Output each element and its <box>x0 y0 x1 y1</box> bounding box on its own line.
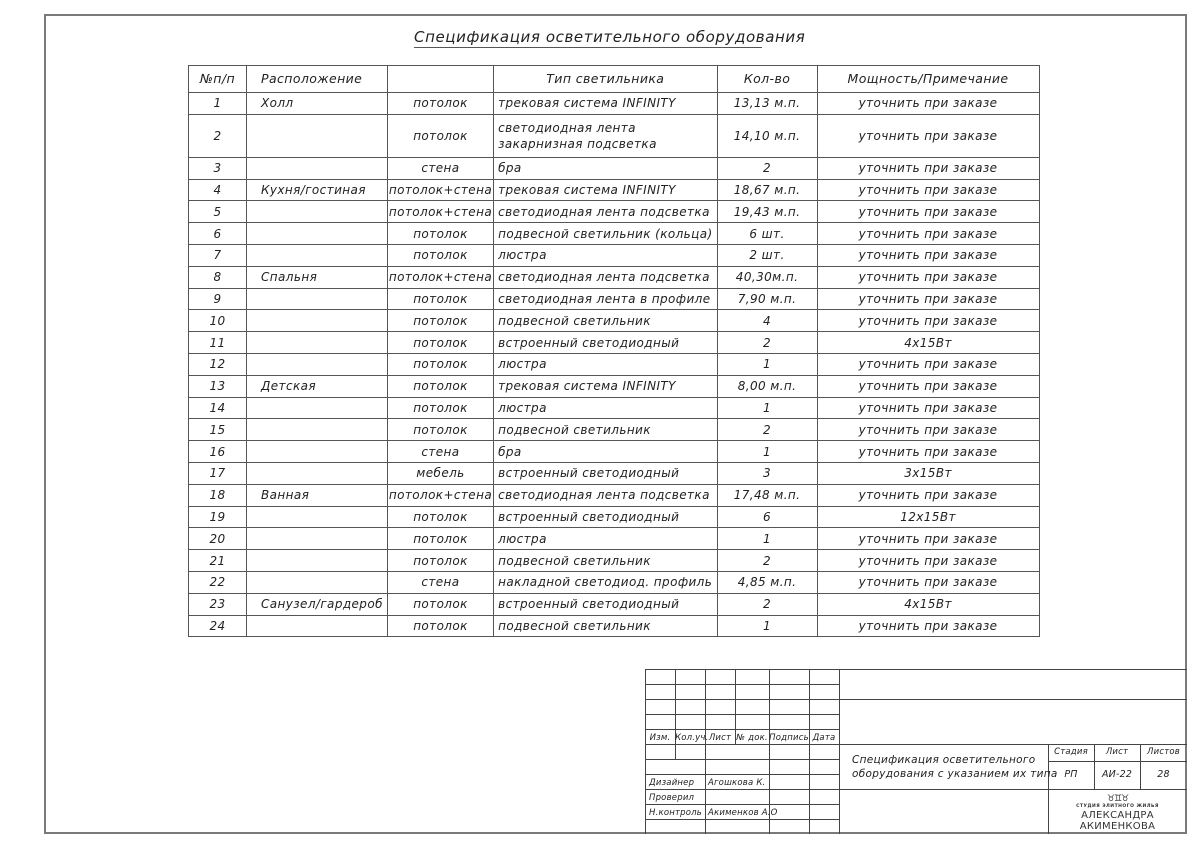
row-fixture-type: люстра <box>494 244 717 266</box>
row-number: 18 <box>189 484 247 506</box>
row-number: 19 <box>189 506 247 528</box>
row-fixture-type: трековая система INFINITY <box>494 375 717 397</box>
row-fixture-type: встроенный светодиодный <box>494 462 717 484</box>
row-mount: мебель <box>387 462 493 484</box>
grid-line <box>675 669 676 759</box>
row-fixture-type: накладной светодиод. профиль <box>494 571 717 593</box>
row-mount: потолок+стена <box>387 266 493 288</box>
sheet-title-line2: оборудования с указанием их типа <box>852 768 1058 780</box>
table-row <box>189 593 1040 615</box>
row-number: 10 <box>189 310 247 332</box>
table-header-row <box>189 66 1040 93</box>
row-note: уточнить при заказе <box>817 571 1039 593</box>
row-quantity: 40,30м.п. <box>717 266 817 288</box>
row-quantity: 7,90 м.п. <box>717 288 817 310</box>
row-location <box>247 550 388 572</box>
row-location: Детская <box>247 375 388 397</box>
row-location: Кухня/гостиная <box>247 179 388 201</box>
row-number: 2 <box>189 114 247 157</box>
row-fixture-type: подвесной светильник <box>494 550 717 572</box>
table-row <box>189 462 1040 484</box>
row-fixture-type: трековая система INFINITY <box>494 93 717 115</box>
row-note: уточнить при заказе <box>817 223 1039 245</box>
row-note: 12x15Вт <box>817 506 1039 528</box>
header-power-note: Мощность/Примечание <box>817 66 1039 93</box>
row-location <box>247 506 388 528</box>
row-number: 11 <box>189 332 247 354</box>
studio-logo <box>1048 790 1187 834</box>
row-number: 17 <box>189 462 247 484</box>
row-mount: потолок+стена <box>387 179 493 201</box>
sheet-label: Лист <box>1105 747 1129 757</box>
table-row <box>189 506 1040 528</box>
row-quantity: 2 <box>717 332 817 354</box>
row-fixture-type: люстра <box>494 528 717 550</box>
grid-line <box>839 669 840 834</box>
row-location <box>247 615 388 637</box>
row-mount: стена <box>387 571 493 593</box>
table-row <box>189 419 1040 441</box>
row-mount: потолок <box>387 288 493 310</box>
rev-header-change: Изм. <box>649 733 671 743</box>
row-location <box>247 157 388 179</box>
row-fixture-type: бра <box>494 441 717 463</box>
row-fixture-type: встроенный светодиодный <box>494 332 717 354</box>
rev-header-signature: Подпись <box>769 733 809 743</box>
row-quantity: 2 <box>717 550 817 572</box>
table-row <box>189 114 1040 157</box>
header-mount <box>387 66 493 93</box>
sheets-value: 28 <box>1157 769 1170 780</box>
row-location <box>247 244 388 266</box>
row-number: 7 <box>189 244 247 266</box>
row-location <box>247 114 388 157</box>
specification-table <box>188 65 1040 637</box>
row-number: 9 <box>189 288 247 310</box>
row-note: уточнить при заказе <box>817 157 1039 179</box>
grid-line <box>705 669 706 834</box>
row-note: уточнить при заказе <box>817 528 1039 550</box>
row-mount: потолок <box>387 593 493 615</box>
logo-subtitle: СТУДИЯ ЭЛИТНОГО ЖИЛЬЯ <box>1076 804 1159 809</box>
row-location <box>247 288 388 310</box>
row-note: уточнить при заказе <box>817 615 1039 637</box>
row-note: уточнить при заказе <box>817 419 1039 441</box>
header-location: Расположение <box>247 66 388 93</box>
row-number: 16 <box>189 441 247 463</box>
grid-line <box>645 744 1187 745</box>
row-quantity: 18,67 м.п. <box>717 179 817 201</box>
table-row <box>189 244 1040 266</box>
row-fixture-type <box>494 114 717 157</box>
row-mount: потолок <box>387 506 493 528</box>
sheet-value: АИ-22 <box>1101 769 1133 780</box>
row-quantity: 6 <box>717 506 817 528</box>
stage-label: Стадия <box>1054 747 1088 757</box>
role-normcontrol-name: Акименков А.О <box>708 808 778 818</box>
row-number: 3 <box>189 157 247 179</box>
row-fixture-type: встроенный светодиодный <box>494 506 717 528</box>
row-quantity: 2 <box>717 157 817 179</box>
table-row <box>189 353 1040 375</box>
row-location: Спальня <box>247 266 388 288</box>
row-fixture-type: подвесной светильник <box>494 615 717 637</box>
row-fixture-type: трековая система INFINITY <box>494 179 717 201</box>
row-location <box>247 462 388 484</box>
row-fixture-type: подвесной светильник <box>494 419 717 441</box>
row-note: 4x15Вт <box>817 593 1039 615</box>
row-location <box>247 332 388 354</box>
table-row <box>189 157 1040 179</box>
row-note: уточнить при заказе <box>817 201 1039 223</box>
row-number: 13 <box>189 375 247 397</box>
row-quantity: 2 шт. <box>717 244 817 266</box>
document-title: Спецификация осветительного оборудования <box>414 28 806 46</box>
header-quantity: Кол-во <box>717 66 817 93</box>
row-mount: потолок <box>387 528 493 550</box>
row-mount: стена <box>387 157 493 179</box>
row-note: уточнить при заказе <box>817 353 1039 375</box>
row-fixture-type: подвесной светильник <box>494 310 717 332</box>
header-fixture-type: Тип светильника <box>494 66 717 93</box>
row-note: уточнить при заказе <box>817 484 1039 506</box>
table-row <box>189 266 1040 288</box>
row-mount: потолок <box>387 397 493 419</box>
row-location <box>247 419 388 441</box>
row-note: уточнить при заказе <box>817 288 1039 310</box>
row-quantity: 1 <box>717 397 817 419</box>
fixture-type-line2: закарнизная подсветка <box>498 136 657 151</box>
row-quantity: 8,00 м.п. <box>717 375 817 397</box>
row-mount: потолок+стена <box>387 201 493 223</box>
row-fixture-type: люстра <box>494 397 717 419</box>
row-note: уточнить при заказе <box>817 397 1039 419</box>
row-quantity: 4,85 м.п. <box>717 571 817 593</box>
row-number: 22 <box>189 571 247 593</box>
row-quantity: 1 <box>717 353 817 375</box>
rev-header-count: Кол.уч. <box>675 733 709 743</box>
row-quantity: 17,48 м.п. <box>717 484 817 506</box>
grid-line <box>645 699 1187 700</box>
row-location <box>247 571 388 593</box>
table-row <box>189 288 1040 310</box>
role-designer-label: Дизайнер <box>649 778 695 788</box>
rev-header-date: Дата <box>812 733 836 743</box>
row-note: уточнить при заказе <box>817 310 1039 332</box>
row-fixture-type: подвесной светильник (кольца) <box>494 223 717 245</box>
row-number: 20 <box>189 528 247 550</box>
row-quantity: 14,10 м.п. <box>717 114 817 157</box>
row-number: 8 <box>189 266 247 288</box>
row-quantity: 2 <box>717 419 817 441</box>
row-location <box>247 353 388 375</box>
row-quantity: 3 <box>717 462 817 484</box>
table-row <box>189 484 1040 506</box>
table-row <box>189 528 1040 550</box>
row-quantity: 13,13 м.п. <box>717 93 817 115</box>
row-mount: стена <box>387 441 493 463</box>
table-row <box>189 375 1040 397</box>
row-location: Ванная <box>247 484 388 506</box>
table-row <box>189 179 1040 201</box>
fixture-type-line1: светодиодная лента <box>498 120 636 135</box>
role-checked-label: Проверил <box>649 793 695 803</box>
row-number: 6 <box>189 223 247 245</box>
row-quantity: 19,43 м.п. <box>717 201 817 223</box>
row-mount: потолок <box>387 310 493 332</box>
role-designer-name: Агошкова К. <box>708 778 766 788</box>
row-note: уточнить при заказе <box>817 266 1039 288</box>
row-note: уточнить при заказе <box>817 93 1039 115</box>
row-quantity: 1 <box>717 441 817 463</box>
row-number: 4 <box>189 179 247 201</box>
row-mount: потолок <box>387 615 493 637</box>
row-mount: потолок <box>387 419 493 441</box>
row-location: Холл <box>247 93 388 115</box>
row-location <box>247 528 388 550</box>
table-row <box>189 550 1040 572</box>
row-number: 21 <box>189 550 247 572</box>
row-quantity: 2 <box>717 593 817 615</box>
table-row <box>189 93 1040 115</box>
row-fixture-type: светодиодная лента подсветка <box>494 266 717 288</box>
row-mount: потолок <box>387 375 493 397</box>
row-mount: потолок <box>387 244 493 266</box>
row-fixture-type: светодиодная лента подсветка <box>494 201 717 223</box>
row-location <box>247 397 388 419</box>
row-note: уточнить при заказе <box>817 441 1039 463</box>
row-fixture-type: встроенный светодиодный <box>494 593 717 615</box>
table-row <box>189 397 1040 419</box>
row-mount: потолок+стена <box>387 484 493 506</box>
sheets-label: Листов <box>1147 747 1180 757</box>
row-number: 24 <box>189 615 247 637</box>
row-mount: потолок <box>387 114 493 157</box>
table-row <box>189 615 1040 637</box>
grid-line <box>809 669 810 834</box>
stage-value: РП <box>1064 769 1078 780</box>
row-number: 12 <box>189 353 247 375</box>
sheet-title-line1: Спецификация осветительного <box>852 754 1036 766</box>
table-row <box>189 223 1040 245</box>
row-number: 1 <box>189 93 247 115</box>
rev-header-sheet: Лист <box>708 733 732 743</box>
row-fixture-type: светодиодная лента подсветка <box>494 484 717 506</box>
row-quantity: 1 <box>717 615 817 637</box>
row-mount: потолок <box>387 550 493 572</box>
row-location <box>247 201 388 223</box>
row-number: 14 <box>189 397 247 419</box>
row-location <box>247 441 388 463</box>
row-fixture-type: люстра <box>494 353 717 375</box>
role-normcontrol-label: Н.контроль <box>649 808 702 818</box>
row-mount: потолок <box>387 332 493 354</box>
row-quantity: 4 <box>717 310 817 332</box>
row-location <box>247 310 388 332</box>
logo-name: АЛЕКСАНДРА АКИМЕНКОВА <box>1079 810 1156 832</box>
row-note: 4x15Вт <box>817 332 1039 354</box>
row-note: уточнить при заказе <box>817 244 1039 266</box>
row-mount: потолок <box>387 223 493 245</box>
row-note: уточнить при заказе <box>817 114 1039 157</box>
row-number: 15 <box>189 419 247 441</box>
row-number: 5 <box>189 201 247 223</box>
rev-header-doc-number: № док. <box>736 733 768 743</box>
row-quantity: 1 <box>717 528 817 550</box>
row-note: уточнить при заказе <box>817 375 1039 397</box>
header-number: №п/п <box>189 66 247 93</box>
logo-ornament-icon: ♉♊♉ <box>1106 794 1129 804</box>
row-location <box>247 223 388 245</box>
table-row <box>189 332 1040 354</box>
table-row <box>189 310 1040 332</box>
row-note: уточнить при заказе <box>817 179 1039 201</box>
row-note: уточнить при заказе <box>817 550 1039 572</box>
row-quantity: 6 шт. <box>717 223 817 245</box>
row-note: 3x15Вт <box>817 462 1039 484</box>
row-number: 23 <box>189 593 247 615</box>
row-mount: потолок <box>387 93 493 115</box>
row-location: Санузел/гардероб <box>247 593 388 615</box>
table-row <box>189 441 1040 463</box>
grid-line <box>1048 761 1187 762</box>
row-mount: потолок <box>387 353 493 375</box>
row-fixture-type: бра <box>494 157 717 179</box>
row-fixture-type: светодиодная лента в профиле <box>494 288 717 310</box>
table-row <box>189 201 1040 223</box>
table-row <box>189 571 1040 593</box>
